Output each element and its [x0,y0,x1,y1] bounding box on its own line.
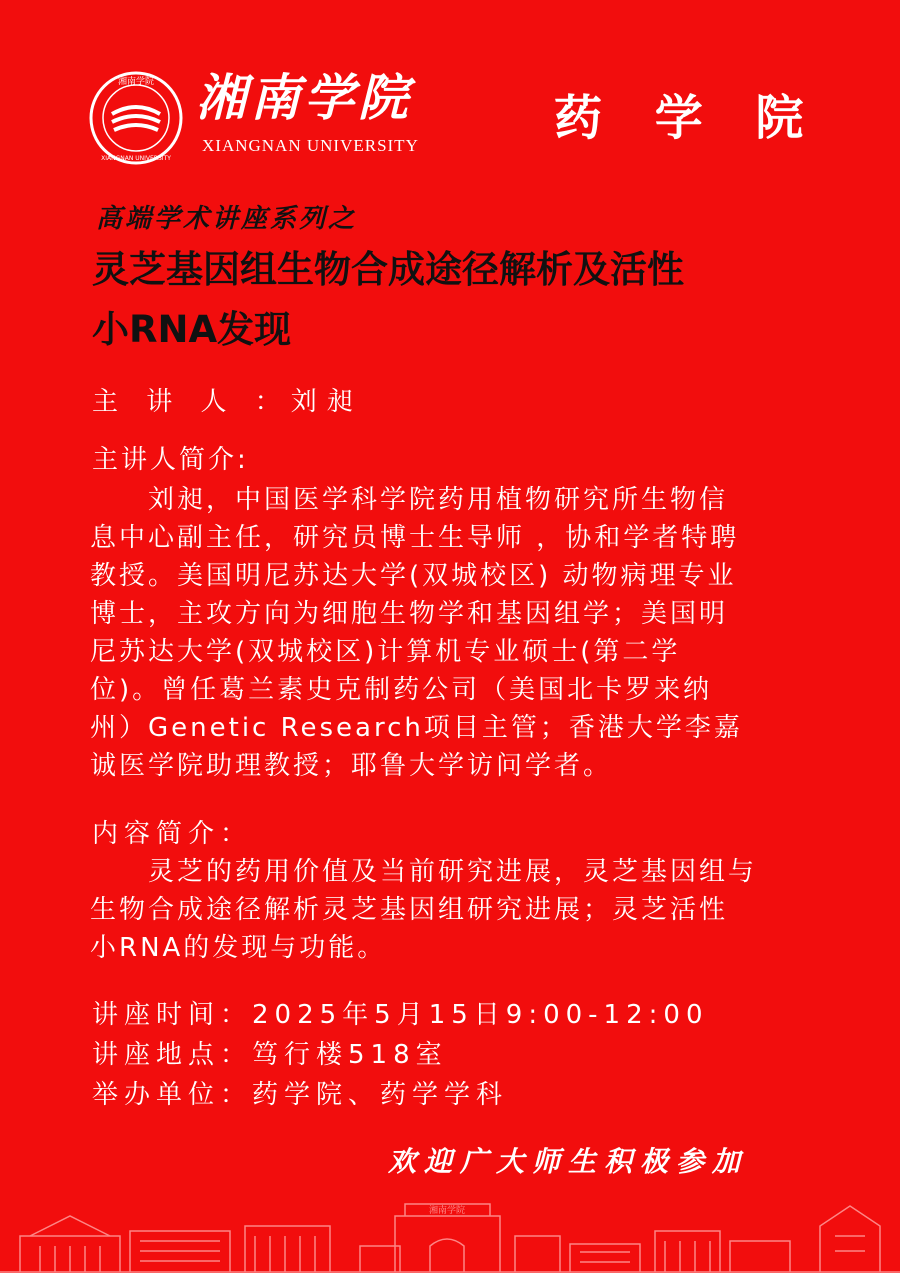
lecture-host: 举办单位：药学院、药学学科 [92,1080,509,1110]
lecture-time: 讲座时间：2025年5月15日9:00-12:00 [92,1000,709,1030]
university-name-cn: 湘南学院 [196,68,412,127]
content-heading: 内容简介： [92,819,253,849]
bio-line: 诚医学院助理教授；耶鲁大学访问学者。 [90,751,613,781]
content-line: 小RNA的发现与功能。 [90,933,387,963]
content-line: 灵芝的药用价值及当前研究进展，灵芝基因组与 [90,857,758,887]
skyline-gate-sign: 湘南学院 [428,1206,466,1216]
bio-line: 尼苏达大学(双城校区)计算机专业硕士(第二学 [90,637,681,667]
campus-skyline-illustration [0,1196,900,1273]
bio-paragraph [90,481,820,785]
speaker-name: 刘昶 [290,387,363,417]
seal-text-top: 湘南学院 [117,77,155,87]
lecture-title-line1: 灵芝基因组生物合成途径解析及活性 [92,248,684,291]
bio-heading: 主讲人简介: [92,445,249,475]
bio-line: 息中心副主任，研究员博士生导师 ，协和学者特聘 [90,523,740,553]
lecture-series: 高端学术讲座系列之 [96,204,358,234]
lecture-title-line2: 小RNA发现 [92,308,292,351]
bio-line: 教授。美国明尼苏达大学(双城校区) 动物病理专业 [90,561,737,591]
bio-line: 州）Genetic Research项目主管；香港大学李嘉 [90,713,743,743]
bio-line: 刘昶，中国医学科学院药用植物研究所生物信 [90,485,729,515]
bio-line: 位)。曾任葛兰素史克制药公司（美国北卡罗来纳 [90,675,713,705]
university-name-en: XIANGNAN UNIVERSITY [202,136,419,155]
welcome-message: 欢迎广大师生积极参加 [388,1145,749,1178]
speaker-row [92,383,363,421]
seal-text-bottom: XIANGNAN UNIVERSITY [101,155,171,162]
content-line: 生物合成途径解析灵芝基因组研究进展；灵芝活性 [90,895,729,925]
lecture-place: 讲座地点：笃行楼518室 [92,1040,448,1070]
school-name: 药 学 院 [554,90,822,146]
bio-line: 博士，主攻方向为细胞生物学和基因组学；美国明 [90,599,729,629]
content-paragraph [90,853,820,967]
university-seal-logo [88,70,184,166]
speaker-label: 主 讲 人 ： [92,387,291,417]
